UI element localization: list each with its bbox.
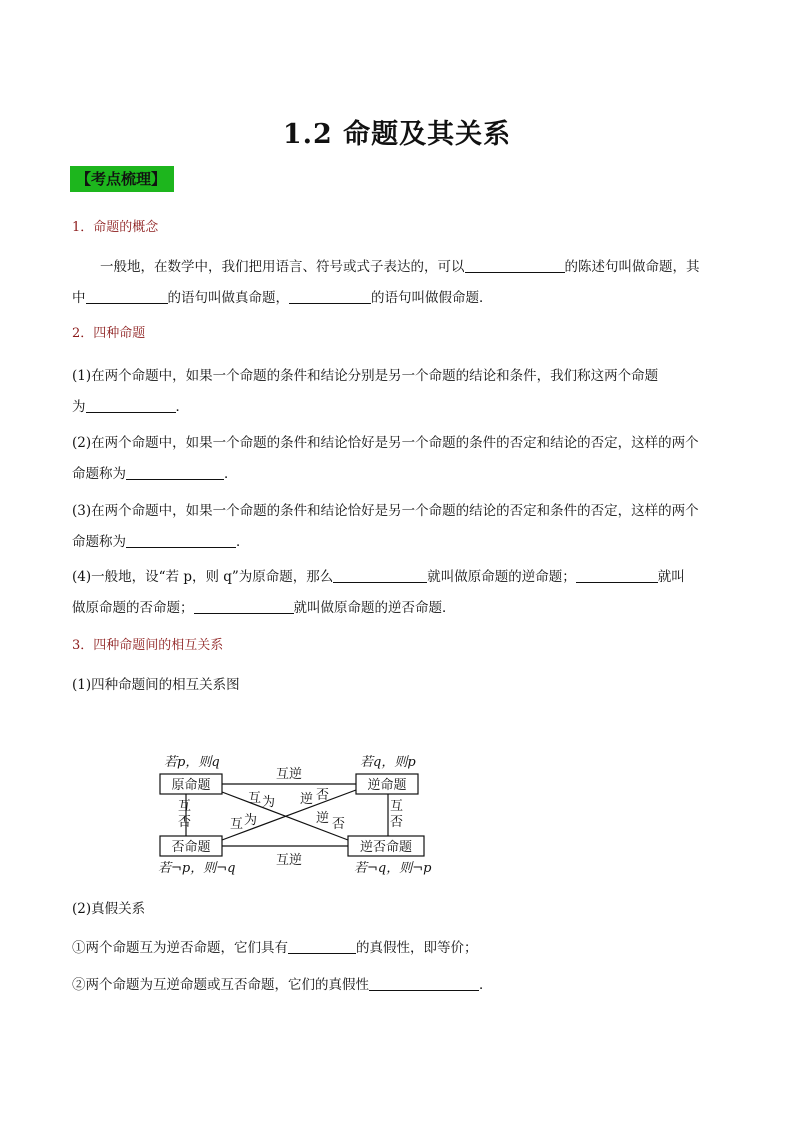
fill-blank[interactable]: [369, 975, 479, 991]
label-top-converse: 互逆: [275, 767, 303, 782]
text: ②两个命题为互逆命题或互否命题，它们的真假性: [72, 977, 369, 993]
heading-relations: 3．四种命题间的相互关系: [72, 638, 224, 653]
text: 命题称为: [72, 466, 126, 482]
fill-blank[interactable]: [333, 567, 427, 583]
text: 就叫做原命题的逆否命题．: [293, 600, 456, 616]
fill-blank[interactable]: [465, 257, 565, 273]
text: ．: [479, 977, 493, 993]
form-contrapositive: 若¬q，则¬p: [354, 861, 432, 876]
fill-blank[interactable]: [126, 532, 236, 548]
label-left-1: 互: [178, 799, 192, 814]
form-original: 若p，则q: [164, 755, 220, 770]
label-left-2: 否: [178, 815, 192, 830]
text: 命题称为: [72, 534, 126, 550]
text: 做原命题的否命题；: [72, 600, 194, 616]
label-diag-5: 互: [230, 817, 244, 832]
text: 为: [72, 399, 86, 415]
label-right-1: 互: [390, 799, 404, 814]
label-diag-2: 为: [262, 795, 276, 810]
label-right-2: 否: [390, 815, 404, 830]
text: (2)在两个命题中，如果一个命题的条件和结论恰好是另一个命题的条件的否定和结论的否定，这样的两个: [72, 435, 699, 451]
label-diag-7: 逆: [316, 811, 330, 826]
heading-concept: 1．命题的概念: [72, 220, 159, 235]
text: 的语句叫做假命题．: [371, 290, 493, 306]
text: 一般地，在数学中，我们把用语言、符号或式子表达的，可以: [100, 259, 465, 275]
fill-blank[interactable]: [194, 598, 294, 614]
text: (1)四种命题间的相互关系图: [72, 677, 240, 693]
fill-blank[interactable]: [86, 288, 168, 304]
label-diag-6: 为: [244, 813, 258, 828]
subheading-relation-diagram: [72, 670, 724, 701]
label-diag-3: 逆: [300, 792, 314, 807]
text: 的真假性，即等价；: [356, 940, 478, 956]
box-inverse-text: 否命题: [171, 840, 211, 855]
text: ①两个命题互为逆否命题，它们具有: [72, 940, 288, 956]
text: (2)真假关系: [72, 901, 146, 917]
paragraph-contrapositive: [72, 496, 724, 558]
form-inverse: 若¬p，则¬q: [158, 861, 236, 876]
section-badge: 【考点梳理】: [70, 166, 174, 192]
text: ．: [236, 534, 250, 550]
relation-diagram: [150, 744, 440, 884]
text: 中: [72, 290, 86, 306]
label-diag-1: 互: [248, 791, 262, 806]
text: ．: [224, 466, 238, 482]
fill-blank[interactable]: [86, 397, 176, 413]
text: (1)在两个命题中，如果一个命题的条件和结论分别是另一个命题的结论和条件，我们称这两个命题: [72, 368, 659, 384]
box-original-text: 原命题: [171, 778, 211, 793]
paragraph-truth-relation: [72, 970, 724, 1001]
paragraph-four-forms: [72, 562, 724, 624]
paragraph-inverse: [72, 428, 724, 490]
fill-blank[interactable]: [126, 464, 224, 480]
box-converse-text: 逆命题: [367, 778, 407, 793]
heading-four-propositions: 2．四种命题: [72, 326, 146, 341]
box-contrapositive-text: 逆否命题: [359, 840, 413, 855]
text: (3)在两个命题中，如果一个命题的条件和结论恰好是另一个命题的结论的否定和条件的否定，这样的两个: [72, 503, 699, 519]
paragraph-converse: [72, 361, 724, 423]
text: 的陈述句叫做命题，其: [564, 259, 700, 275]
subheading-truth: [72, 894, 724, 925]
label-diag-8: 否: [332, 817, 346, 832]
text: 就叫做原命题的逆命题；: [427, 569, 576, 585]
paragraph-equivalence: [72, 933, 724, 964]
fill-blank[interactable]: [288, 938, 356, 954]
fill-blank[interactable]: [289, 288, 371, 304]
text: 就叫: [657, 569, 685, 585]
fill-blank[interactable]: [576, 567, 658, 583]
edge-diagonal-up: [222, 790, 356, 840]
form-converse: 若q，则p: [360, 755, 416, 770]
paragraph-concept: [72, 252, 724, 314]
text: (4)一般地，设“若 p，则 q”为原命题，那么: [72, 569, 334, 585]
label-diag-4: 否: [316, 788, 330, 803]
page-title: 1.2 命题及其关系: [282, 119, 512, 150]
text: 的语句叫做真命题，: [167, 290, 289, 306]
label-bottom-converse: 互逆: [275, 853, 303, 868]
text: ．: [175, 399, 189, 415]
